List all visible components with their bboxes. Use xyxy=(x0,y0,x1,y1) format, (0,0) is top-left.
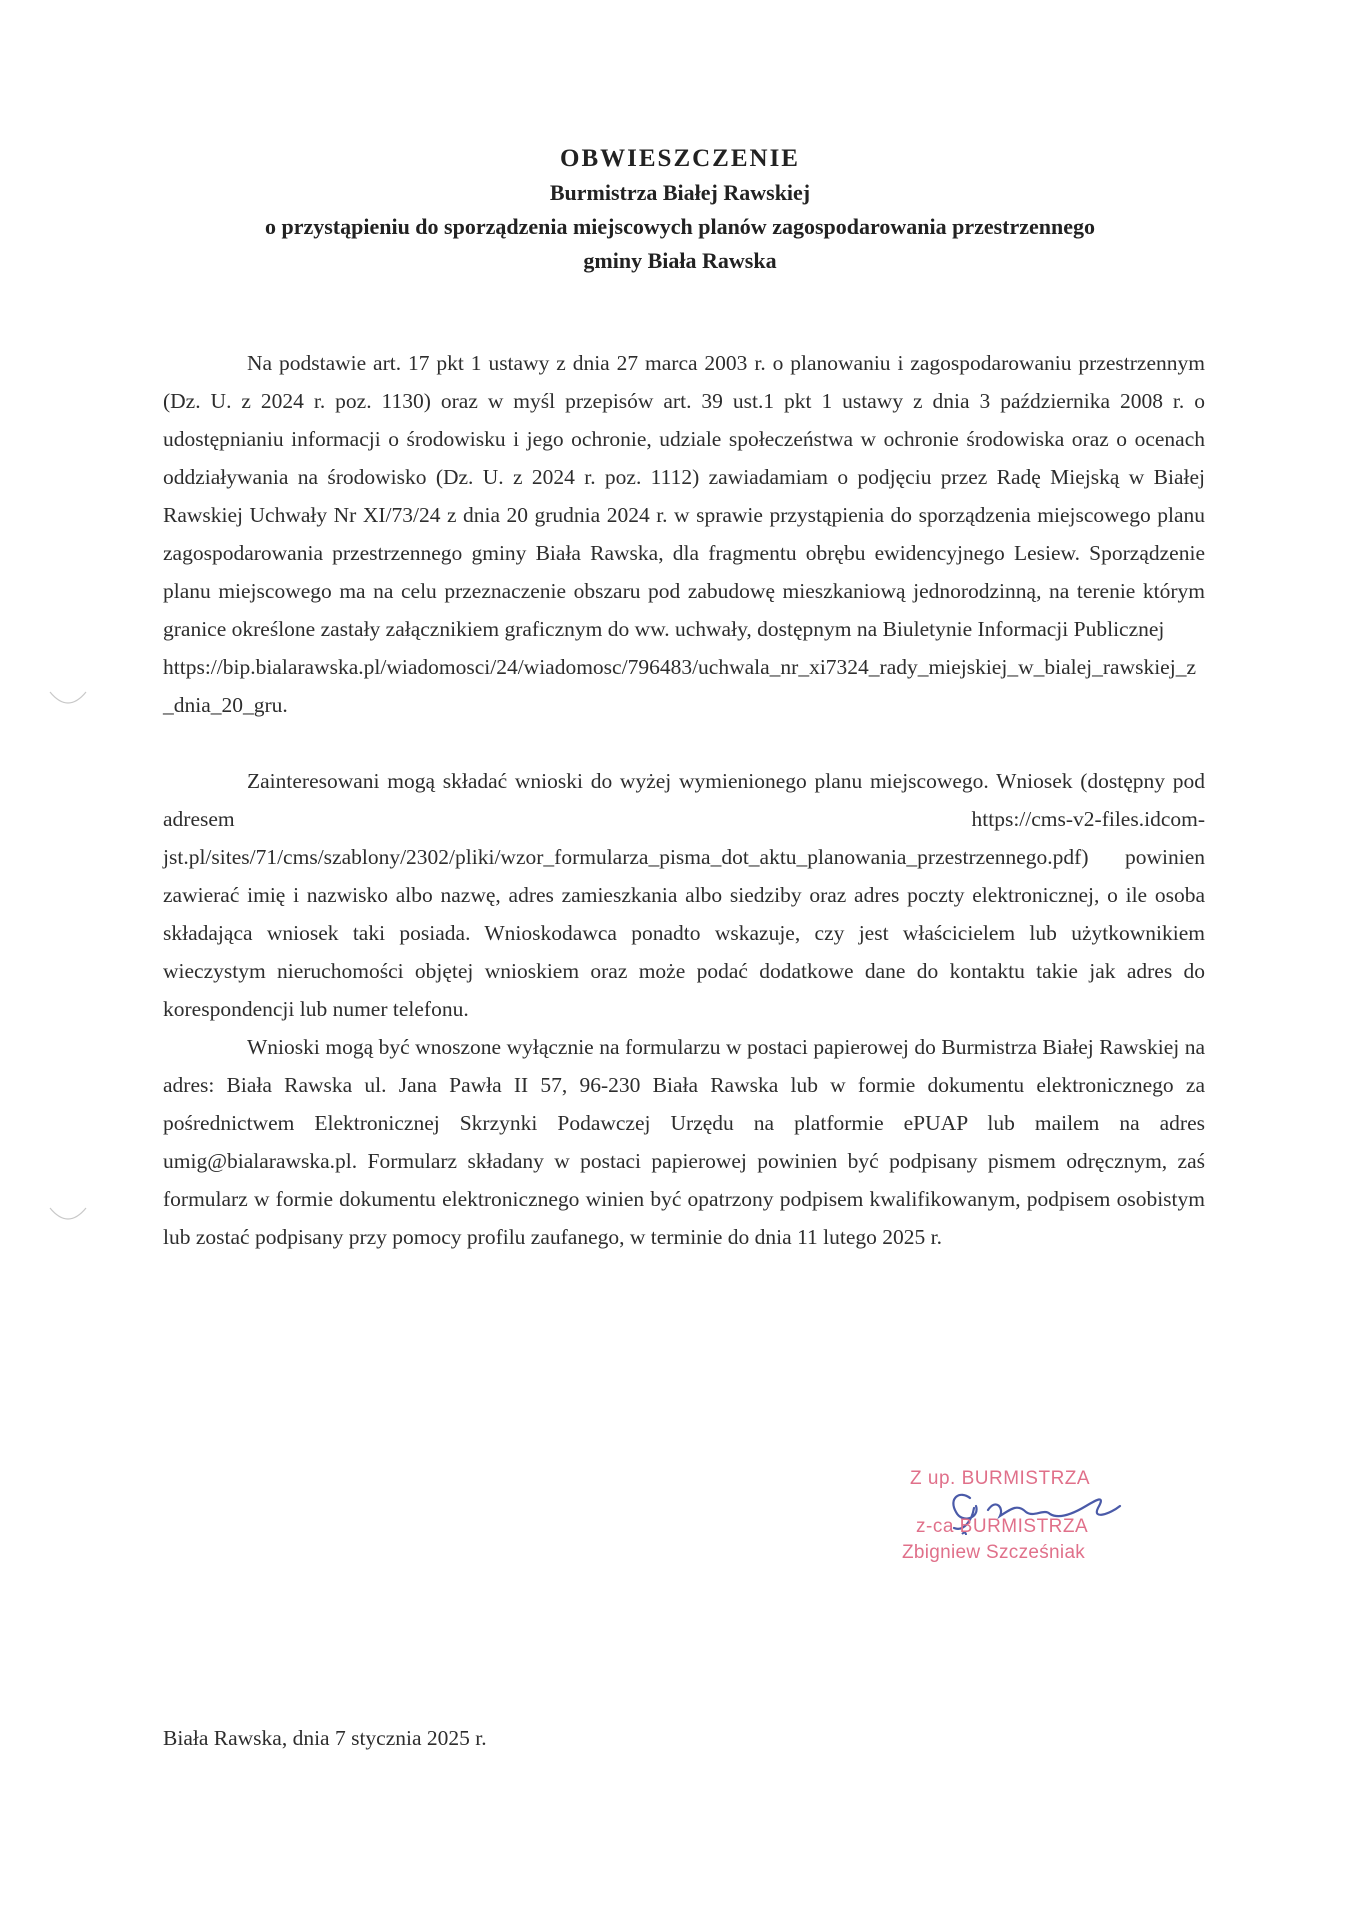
issuer-line: Burmistrza Białej Rawskiej xyxy=(549,180,811,205)
subject-line: o przystąpieniu do sporządzenia miejscowych planów zagospodarowania przestrzennego xyxy=(264,214,1096,239)
document-title: OBWIESZCZENIE xyxy=(560,145,800,172)
punch-hole-mark-upper xyxy=(48,688,88,710)
document-body xyxy=(163,344,1205,1256)
official-stamp xyxy=(900,1468,1140,1588)
document-header xyxy=(150,142,1210,278)
stamp-line-3: Zbigniew Szcześniak xyxy=(902,1542,1086,1563)
paragraph-applications: Zainteresowani mogą składać wnioski do wyżej wymienionego planu miejscowego. Wniosek (dostępny pod adresem https://cms-v2-files.idcom-jst.pl/sites/71/cms/szablony/2302/pliki/wzor_formularza_pisma_dot_aktu_planowania_przestrzennego.pdf) powinien zawierać imię i nazwisko albo nazwę, adres zamieszkania albo siedziby oraz adres poczty elektronicznej, o ile osoba składająca wniosek taki posiada. Wnioskodawca ponadto wskazuje, czy jest właścicielem lub użytkownikiem wieczystym nieruchomości objętej wnioskiem oraz może podać dodatkowe dane do kontaktu takie jak adres do korespondencji lub numer telefonu. xyxy=(163,769,1205,1021)
place-and-date: Biała Rawska, dnia 7 stycznia 2025 r. xyxy=(163,1726,487,1750)
subject-line-continued: gminy Biała Rawska xyxy=(583,248,777,273)
stamp-line-2: z-ca BURMISTRZA xyxy=(916,1516,1089,1537)
bip-url: https://bip.bialarawska.pl/wiadomosci/24/wiadomosc/796483/uchwala_nr_xi7324_rady_miejskiej_w_bialej_rawskiej_z_dnia_20_gru. xyxy=(163,655,1196,717)
stamp-line-1: Z up. BURMISTRZA xyxy=(910,1468,1091,1489)
punch-hole-mark-lower xyxy=(48,1204,88,1226)
paragraph-legal-basis: Na podstawie art. 17 pkt 1 ustawy z dnia 27 marca 2003 r. o planowaniu i zagospodarowaniu przestrzennym (Dz. U. z 2024 r. poz. 1130) oraz w myśl przepisów art. 39 ust.1 pkt 1 ustawy z dnia 3 października 2008 r. o udostępnianiu informacji o środowisku i jego ochronie, udziale społeczeństwa w ochronie środowiska oraz o ocenach oddziaływania na środowisko (Dz. U. z 2024 r. poz. 1112) zawiadamiam o podjęciu przez Radę Miejską w Białej Rawskiej Uchwały Nr XI/73/24 z dnia 20 grudnia 2024 r. w sprawie przystąpienia do sporządzenia miejscowego planu zagospodarowania przestrzennego gminy Biała Rawska, dla fragmentu obrębu ewidencyjnego Lesiew. Sporządzenie planu miejscowego ma na celu przeznaczenie obszaru pod zabudowę mieszkaniową jednorodzinną, na terenie którym granice określone zastały załącznikiem graficznym do ww. uchwały, dostępnym na Biuletynie Informacji Publicznej xyxy=(163,351,1205,641)
paragraph-submission: Wnioski mogą być wnoszone wyłącznie na formularzu w postaci papierowej do Burmistrza Białej Rawskiej na adres: Biała Rawska ul. Jana Pawła II 57, 96-230 Biała Rawska lub w formie dokumentu elektronicznego za pośrednictwem Elektronicznej Skrzynki Podawczej Urzędu na platformie ePUAP lub mailem na adres umig@bialarawska.pl. Formularz składany w postaci papierowej powinien być podpisany pismem odręcznym, zaś formularz w formie dokumentu elektronicznego winien być opatrzony podpisem kwalifikowanym, podpisem osobistym lub zostać podpisany przy pomocy profilu zaufanego, w terminie do dnia 11 lutego 2025 r. xyxy=(163,1035,1205,1249)
